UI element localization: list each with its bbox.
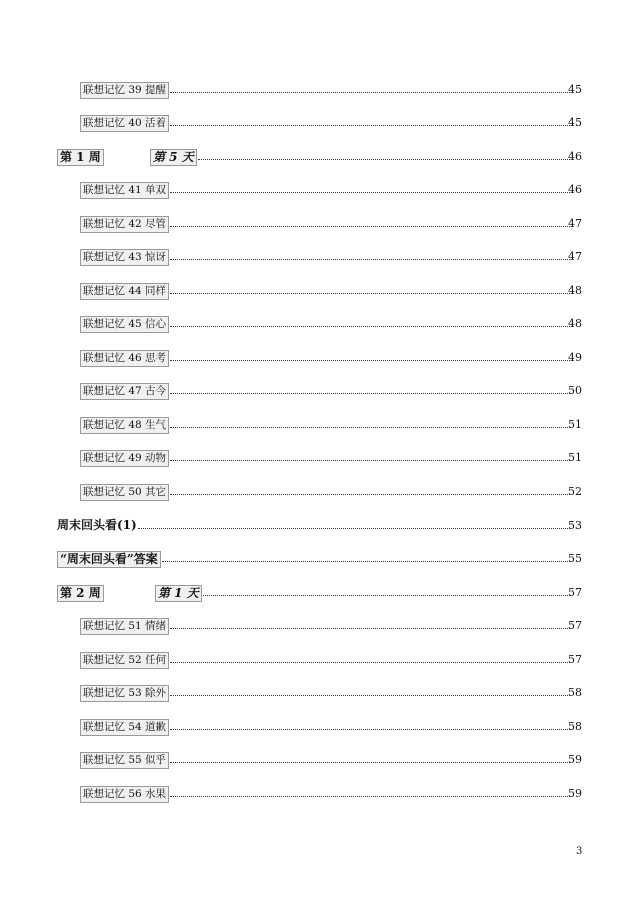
toc-entry-page: 57: [568, 653, 582, 666]
toc-entry[interactable]: [0, 113, 640, 133]
toc-entry-page: 47: [568, 217, 582, 230]
toc-entry-page: 58: [568, 720, 582, 733]
toc-entry[interactable]: [0, 147, 640, 167]
toc-entry-label: 联想记忆 49 动物: [80, 450, 169, 467]
toc-leader: [170, 628, 570, 629]
toc-entry-label: 联想记忆 54 道歉: [80, 719, 169, 736]
toc-leader: [203, 595, 570, 596]
toc-entry[interactable]: [0, 650, 640, 670]
toc-entry-label: 联想记忆 45 信心: [80, 316, 169, 333]
toc-leader: [170, 293, 570, 294]
toc-entry-page: 50: [568, 384, 582, 397]
toc-entry-label: 联想记忆 42 尽管: [80, 216, 169, 233]
toc-entry-label: 联想记忆 44 同样: [80, 283, 169, 300]
toc-leader: [170, 494, 570, 495]
toc-entry-page: 59: [568, 787, 582, 800]
toc-entry[interactable]: [0, 482, 640, 502]
toc-leader: [170, 326, 570, 327]
toc-leader: [170, 226, 570, 227]
toc-entry[interactable]: [0, 616, 640, 636]
toc-entry-page: 55: [568, 552, 582, 565]
toc-entry-label: 第 1 周: [57, 149, 104, 166]
toc-entry[interactable]: [0, 583, 640, 603]
toc-leader: [170, 192, 570, 193]
toc-entry-page: 58: [568, 686, 582, 699]
toc-entry-page: 57: [568, 619, 582, 632]
toc-leader: [170, 729, 570, 730]
toc-entry-page: 46: [568, 150, 582, 163]
toc-entry[interactable]: [0, 750, 640, 770]
page-number: 3: [576, 846, 583, 857]
toc-entry-label: 联想记忆 39 提醒: [80, 82, 169, 99]
toc-entry-label: 联想记忆 40 活着: [80, 115, 169, 132]
toc-entry-label: 联想记忆 52 任何: [80, 652, 169, 669]
toc-entry-page: 48: [568, 317, 582, 330]
toc-leader: [170, 762, 570, 763]
toc-entry-page: 51: [568, 451, 582, 464]
toc-leader: [170, 427, 570, 428]
toc-entry-label: 联想记忆 46 思考: [80, 350, 169, 367]
toc-entry-page: 46: [568, 183, 582, 196]
toc-entry[interactable]: [0, 180, 640, 200]
toc-entry[interactable]: [0, 549, 640, 569]
toc-entry-label: 联想记忆 50 其它: [80, 484, 169, 501]
toc-entry[interactable]: [0, 247, 640, 267]
toc-entry[interactable]: [0, 683, 640, 703]
toc-leader: [170, 92, 570, 93]
toc-leader: [170, 393, 570, 394]
toc-entry[interactable]: [0, 448, 640, 468]
toc-entry-day: 第 1 天: [155, 585, 202, 602]
toc-entry-label: 周末回头看(1): [57, 518, 137, 532]
toc-entry[interactable]: [0, 415, 640, 435]
toc-entry[interactable]: [0, 516, 640, 536]
toc-entry[interactable]: [0, 381, 640, 401]
toc-entry-page: 57: [568, 586, 582, 599]
toc-entry-label: 联想记忆 51 情绪: [80, 618, 169, 635]
toc-entry-label: 联想记忆 43 惊讶: [80, 249, 169, 266]
toc-entry[interactable]: [0, 348, 640, 368]
toc-entry-label: “周末回头看”答案: [57, 551, 161, 568]
toc-leader: [162, 561, 570, 562]
toc-entry-page: 49: [568, 351, 582, 364]
toc-entry[interactable]: [0, 80, 640, 100]
toc-leader: [170, 460, 570, 461]
toc-leader: [170, 360, 570, 361]
toc-entry-label: 联想记忆 47 古今: [80, 383, 169, 400]
toc-entry-label: 第 2 周: [57, 585, 104, 602]
toc-entry-label: 联想记忆 56 水果: [80, 786, 169, 803]
toc-leader: [138, 528, 570, 529]
toc-entry-day: 第 5 天: [150, 149, 197, 166]
toc-entry-label: 联想记忆 53 除外: [80, 685, 169, 702]
toc-leader: [170, 662, 570, 663]
toc-entry-page: 47: [568, 250, 582, 263]
toc-entry[interactable]: [0, 281, 640, 301]
toc-leader: [170, 695, 570, 696]
toc-leader: [170, 259, 570, 260]
toc-entry-page: 45: [568, 83, 582, 96]
toc-entry-label: 联想记忆 48 生气: [80, 417, 169, 434]
toc-entry[interactable]: [0, 784, 640, 804]
toc-entry-label: 联想记忆 55 似乎: [80, 752, 169, 769]
toc-entry[interactable]: [0, 717, 640, 737]
toc-entry[interactable]: [0, 314, 640, 334]
toc-entry-page: 45: [568, 116, 582, 129]
toc-entry-page: 59: [568, 753, 582, 766]
toc-entry-page: 48: [568, 284, 582, 297]
toc-leader: [198, 159, 570, 160]
toc-entry-page: 52: [568, 485, 582, 498]
toc-entry-page: 51: [568, 418, 582, 431]
toc-entry-page: 53: [568, 519, 582, 532]
toc-entry-label: 联想记忆 41 单双: [80, 182, 169, 199]
toc-leader: [170, 125, 570, 126]
toc-leader: [170, 796, 570, 797]
toc-entry[interactable]: [0, 214, 640, 234]
